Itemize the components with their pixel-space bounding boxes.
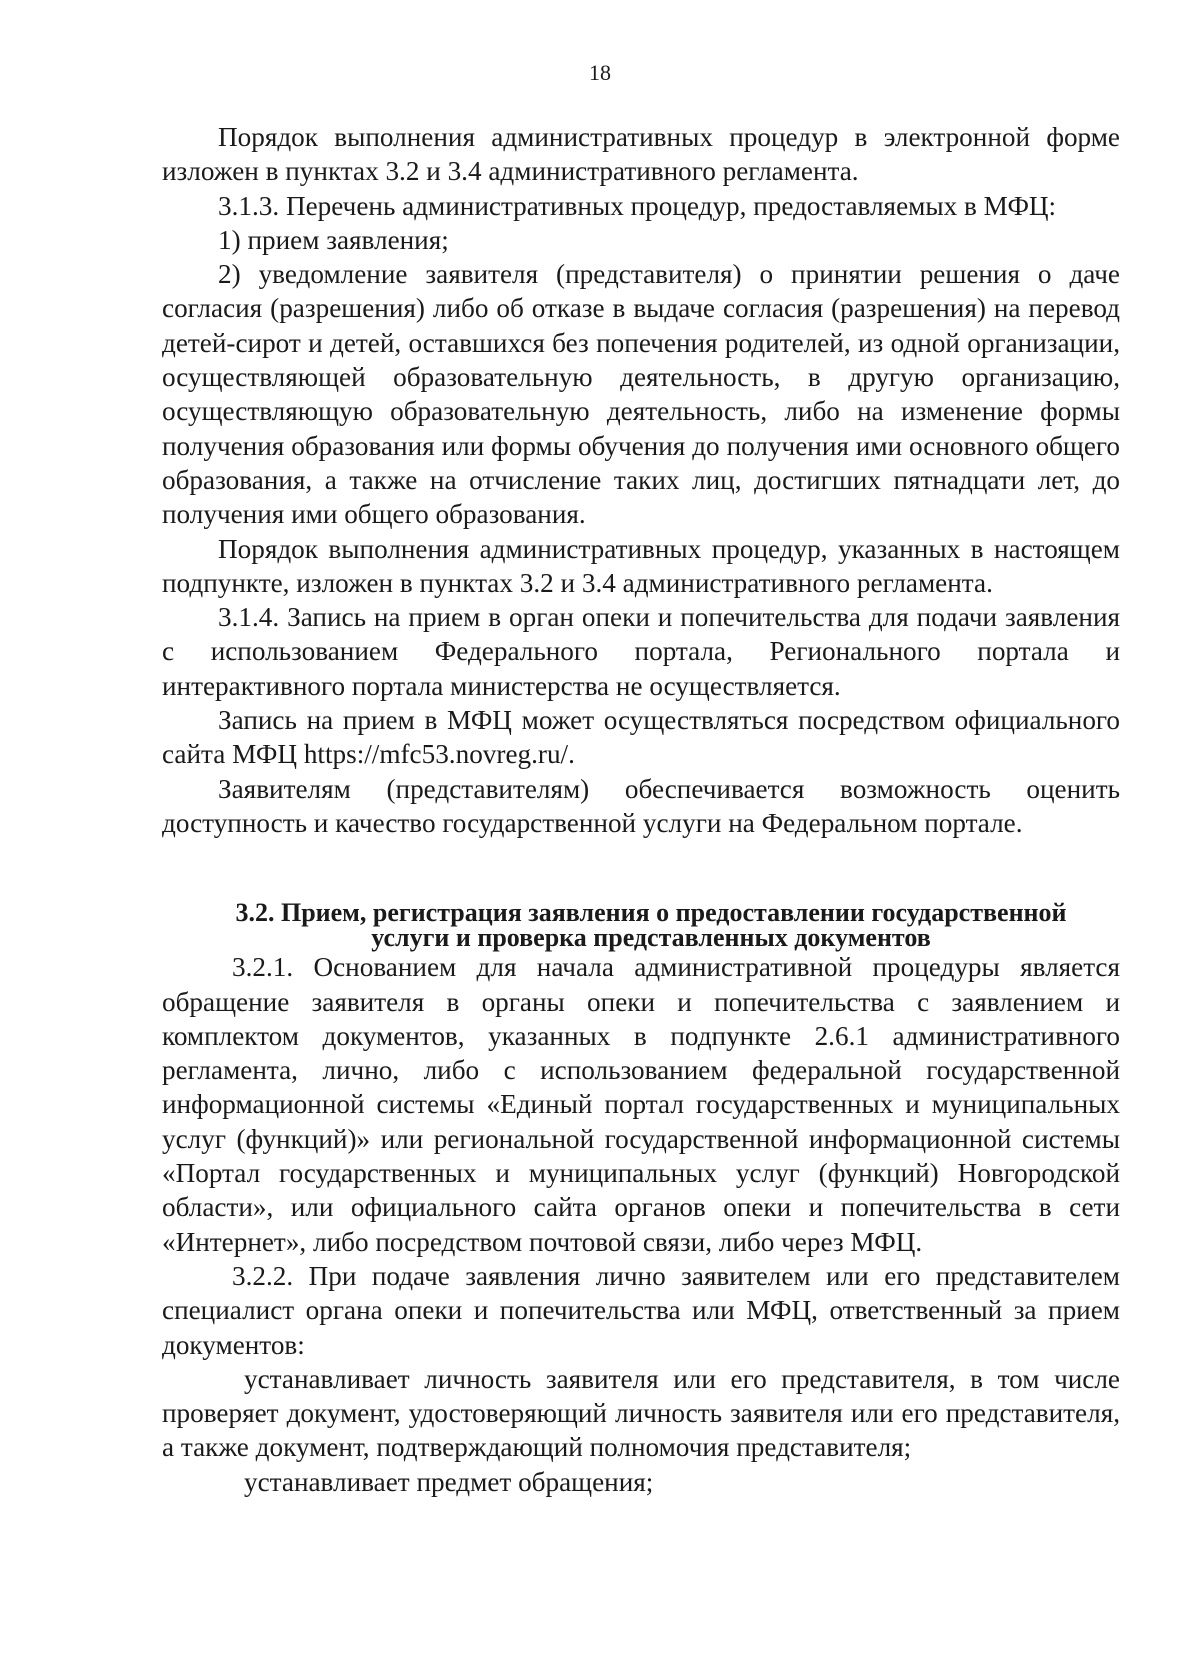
paragraph: Запись на прием в МФЦ может осуществляться посредством официального сайта МФЦ https://mfc53.novreg.ru/. (162, 705, 1120, 770)
paragraph: 3.2.2. При подаче заявления лично заявителем или его представителем специалист органа опеки и попечительства или МФЦ, ответственный за прием документов: (162, 1260, 1120, 1360)
list-item: 1) прием заявления; (218, 224, 449, 255)
section-title: 3.2. Прием, регистрация заявления о предоставлении государственной услуги и проверка представленных документов (235, 898, 1067, 953)
paragraph: 3.1.3. Перечень административных процедур, предоставляемых в МФЦ: (218, 190, 1057, 221)
paragraph: устанавливает личность заявителя или его представителя, в том числе проверяет документ, удостоверяющий личность заявителя или его представителя, а также документ, подтверждающий полномочия представителя; (162, 1363, 1120, 1463)
paragraph: Порядок выполнения административных процедур в электронной форме изложен в пунктах 3.2 и 3.4 административного регламента. (162, 122, 1120, 187)
list-item: 2) уведомление заявителя (представителя) о принятии решения о даче согласия (разрешения) либо об отказе в выдаче согласия (разрешения) на перевод детей-сирот и детей, оставшихся без попечения родителей, из одной организации, осуществляющей образовательную деятельность, в другую организацию, осуществляющую образовательную деятельность, либо на изменение формы получения образования или формы обучения до получения ими основного общего образования, а также на отчисление таких лиц, достигших пятнадцати лет, до получения ими общего образования. (162, 259, 1120, 530)
page-number: 18 (589, 60, 611, 85)
document-body (162, 120, 1120, 1499)
section-spacer (162, 840, 1120, 900)
paragraph: 3.1.4. Запись на прием в орган опеки и попечительства для подачи заявления с использованием Федерального портала, Регионального портала и интерактивного портала министерства не осуществляется. (162, 602, 1120, 701)
paragraph: Заявителям (представителям) обеспечивается возможность оценить доступность и качество государственной услуги на Федеральном портале. (162, 773, 1120, 838)
paragraph: Порядок выполнения административных процедур, указанных в настоящем подпункте, изложен в пунктах 3.2 и 3.4 административного регламента. (162, 533, 1120, 598)
paragraph: 3.2.1. Основанием для начала административной процедуры является обращение заявителя в органы опеки и попечительства с заявлением и комплектом документов, указанных в подпункте 2.6.1 административного регламента, лично, либо с использованием федеральной государственной информационной системы «Единый портал государственных и муниципальных услуг (функций)» или региональной государственной информационной системы «Портал государственных и муниципальных услуг (функций) Новгородской области», или официального сайта органов опеки и попечительства в сети «Интернет», либо посредством почтовой связи, либо через МФЦ. (162, 952, 1120, 1257)
paragraph: устанавливает предмет обращения; (244, 1466, 654, 1497)
